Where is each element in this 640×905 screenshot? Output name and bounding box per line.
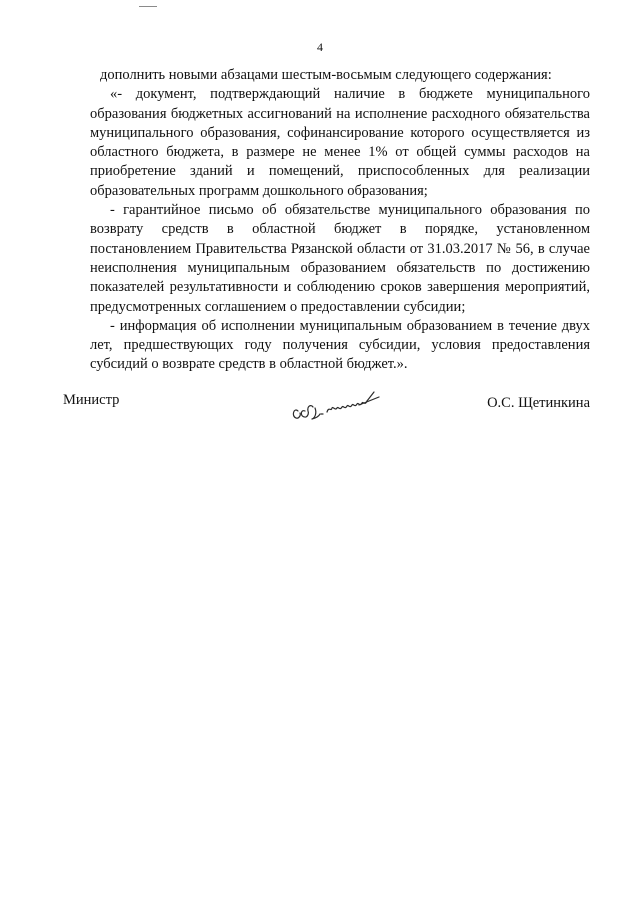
top-scan-mark (139, 6, 157, 7)
page-number: 4 (317, 40, 323, 54)
document-body (90, 66, 590, 375)
signer-name: О.С. Щетинкина (487, 395, 590, 411)
handwritten-signature (285, 388, 425, 424)
paragraph-guarantee-letter: - гарантийное письмо об обязательстве муниципального образования по возврату средств в областной бюджет в порядке, установленном постановлением Правительства Рязанской области от 31.03.2017 № 56, в случае неисполнения муниципальным образованием обязательств по достижению показателей результативности и соблюдению сроков завершения мероприятий, предусмотренных соглашением о предоставлении субсидии; (90, 202, 590, 315)
paragraph-document-budget-confirmation: «- документ, подтверждающий наличие в бюджете муниципального образования бюджетных ассигнований на исполнение расходного обязательства муниципального образования, софинансирование которого осуществляется из областного бюджета, в размере не менее 1% от общей суммы расходов на приобретение зданий и помещений, приспособленных для реализации образовательных программ дошкольного образования; (90, 86, 590, 199)
amendment-intro-paragraph: дополнить новыми абзацами шестым-восьмым следующего содержания: (100, 67, 552, 83)
signature-block (63, 388, 590, 428)
signer-role: Министр (63, 392, 120, 408)
paragraph-execution-information: - информация об исполнении муниципальным образованием в течение двух лет, предшествующих году получения субсидии, условия предоставления субсидий о возврате средств в областной бюджет.». (90, 317, 590, 373)
